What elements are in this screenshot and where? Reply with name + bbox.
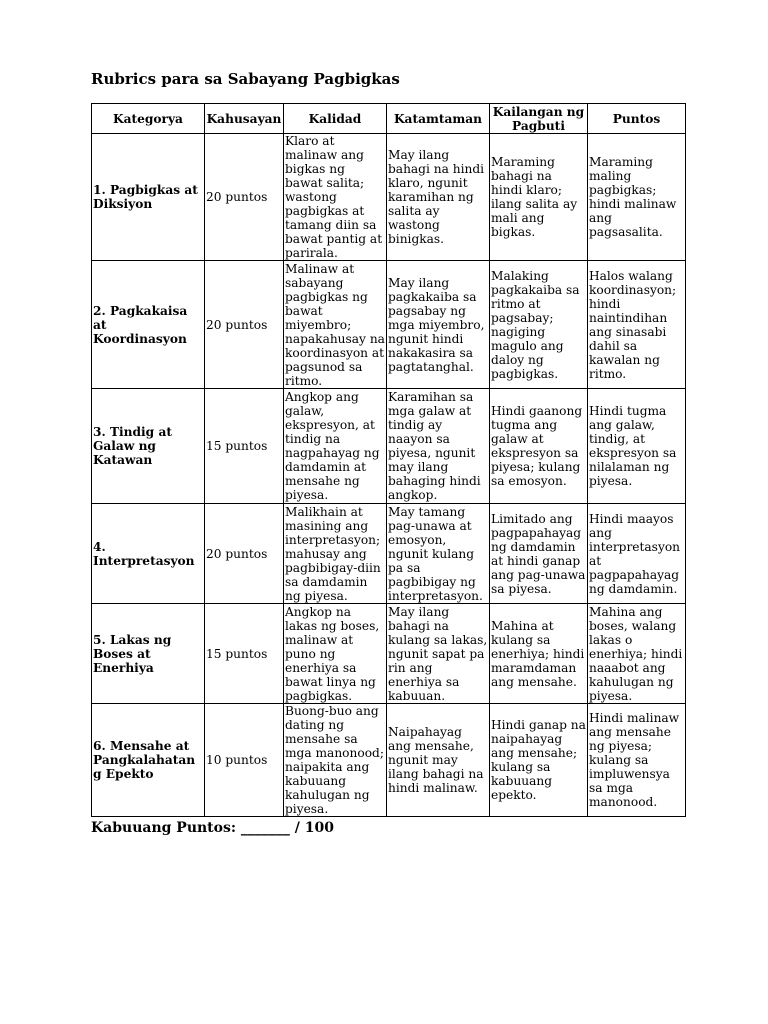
header-katamtaman: Katamtaman	[387, 104, 490, 134]
row-kailangan: Malaking pagkakaiba sa ritmo at pagsabay; nagiging magulo ang daloy ng pagbigkas.	[490, 261, 588, 389]
row-kahusayan: 15 puntos	[205, 389, 284, 504]
row-kahusayan: 20 puntos	[205, 134, 284, 261]
header-kategorya: Kategorya	[92, 104, 205, 134]
row-puntos: Maraming maling pagbigkas; hindi malinaw ang pagsasalita.	[588, 134, 686, 261]
row-kahusayan: 20 puntos	[205, 504, 284, 604]
row-katamtaman: Karamihan sa mga galaw at tindig ay naayon sa piyesa, ngunit may ilang bahaging hindi angkop.	[387, 389, 490, 504]
row-kahusayan: 20 puntos	[205, 261, 284, 389]
row-kahusayan: 10 puntos	[205, 704, 284, 817]
row-kailangan: Maraming bahagi na hindi klaro; ilang salita ay mali ang bigkas.	[490, 134, 588, 261]
table-row	[92, 261, 686, 389]
row-kalidad: Angkop na lakas ng boses, malinaw at puno ng enerhiya sa bawat linya ng pagbigkas.	[284, 604, 387, 704]
row-category: 6. Mensahe at Pangkalahatang Epekto	[92, 704, 205, 817]
row-kalidad: Malinaw at sabayang pagbigkas ng bawat miyembro; napakahusay na koordinasyon at pagsunod sa ritmo.	[285, 261, 385, 388]
row-category: 4. Interpretasyon	[92, 504, 205, 604]
row-katamtaman: Naipahayag ang mensahe, ngunit may ilang bahagi na hindi malinaw.	[387, 704, 490, 817]
row-kalidad: Angkop ang galaw, ekspresyon, at tindig na nagpahayag ng damdamin at mensahe ng piyesa.	[284, 389, 387, 504]
row-puntos: Halos walang koordinasyon; hindi naintindihan ang sinasabi dahil sa kawalan ng ritmo.	[588, 261, 686, 389]
row-kailangan: Limitado ang pagpapahayag ng damdamin at hindi ganap ang pag-unawa sa piyesa.	[490, 504, 588, 604]
row-katamtaman: May ilang bahagi na hindi klaro, ngunit karamihan ng salita ay wastong binigkas.	[387, 134, 490, 261]
row-kahusayan: 15 puntos	[205, 604, 284, 704]
row-kalidad: Malikhain at masining ang interpretasyon; mahusay ang pagbibigay-diin sa damdamin ng piyesa.	[284, 504, 387, 604]
row-category: 1. Pagbigkas at Diksiyon	[92, 134, 205, 261]
row-katamtaman: May tamang pag-unawa at emosyon, ngunit kulang pa sa pagbibigay ng interpretasyon.	[387, 504, 490, 604]
header-kalidad: Kalidad	[284, 104, 387, 134]
table-row	[92, 389, 686, 504]
row-puntos: Hindi tugma ang galaw, tindig, at ekspresyon sa nilalaman ng piyesa.	[588, 389, 686, 504]
row-kailangan: Hindi gaanong tugma ang galaw at ekspresyon sa piyesa; kulang sa emosyon.	[490, 389, 588, 504]
total-score-line: Kabuuang Puntos: _______ / 100	[91, 820, 334, 836]
row-puntos: Mahina ang boses, walang lakas o enerhiya; hindi naaabot ang kahulugan ng piyesa.	[588, 604, 686, 704]
header-kailangan-ng-pagbuti: Kailangan ng Pagbuti	[490, 104, 588, 134]
row-kailangan: Hindi ganap na naipahayag ang mensahe; kulang sa kabuuang epekto.	[490, 704, 588, 817]
table-row	[92, 704, 686, 817]
table-header-row	[92, 104, 686, 134]
table-row	[92, 604, 686, 704]
header-puntos: Puntos	[588, 104, 686, 134]
row-puntos: Hindi maayos ang interpretasyon at pagpapahayag ng damdamin.	[588, 504, 686, 604]
row-katamtaman: May ilang pagkakaiba sa pagsabay ng mga miyembro, ngunit hindi nakakasira sa pagtatanghal.	[387, 261, 490, 389]
row-category: 5. Lakas ng Boses at Enerhiya	[92, 604, 205, 704]
row-kalidad: Buong-buo ang dating ng mensahe sa mga manonood; naipakita ang kabuuang kahulugan ng piyesa.	[284, 704, 387, 817]
row-puntos: Hindi malinaw ang mensahe ng piyesa; kulang sa impluwensya sa mga manonood.	[588, 704, 686, 817]
row-category: 2. Pagkakaisa at Koordinasyon	[92, 261, 205, 389]
row-katamtaman: May ilang bahagi na kulang sa lakas, ngunit sapat pa rin ang enerhiya sa kabuuan.	[387, 604, 490, 704]
row-category: 3. Tindig at Galaw ng Katawan	[92, 389, 205, 504]
rubric-table	[91, 103, 686, 817]
table-row	[92, 134, 686, 261]
table-row	[92, 504, 686, 604]
header-kahusayan: Kahusayan	[205, 104, 284, 134]
row-kailangan: Mahina at kulang sa enerhiya; hindi maramdaman ang mensahe.	[490, 604, 588, 704]
row-kalidad: Klaro at malinaw ang bigkas ng bawat salita; wastong pagbigkas at tamang diin sa bawat pantig at parirala.	[284, 134, 387, 261]
page-title: Rubrics para sa Sabayang Pagbigkas	[91, 70, 400, 88]
